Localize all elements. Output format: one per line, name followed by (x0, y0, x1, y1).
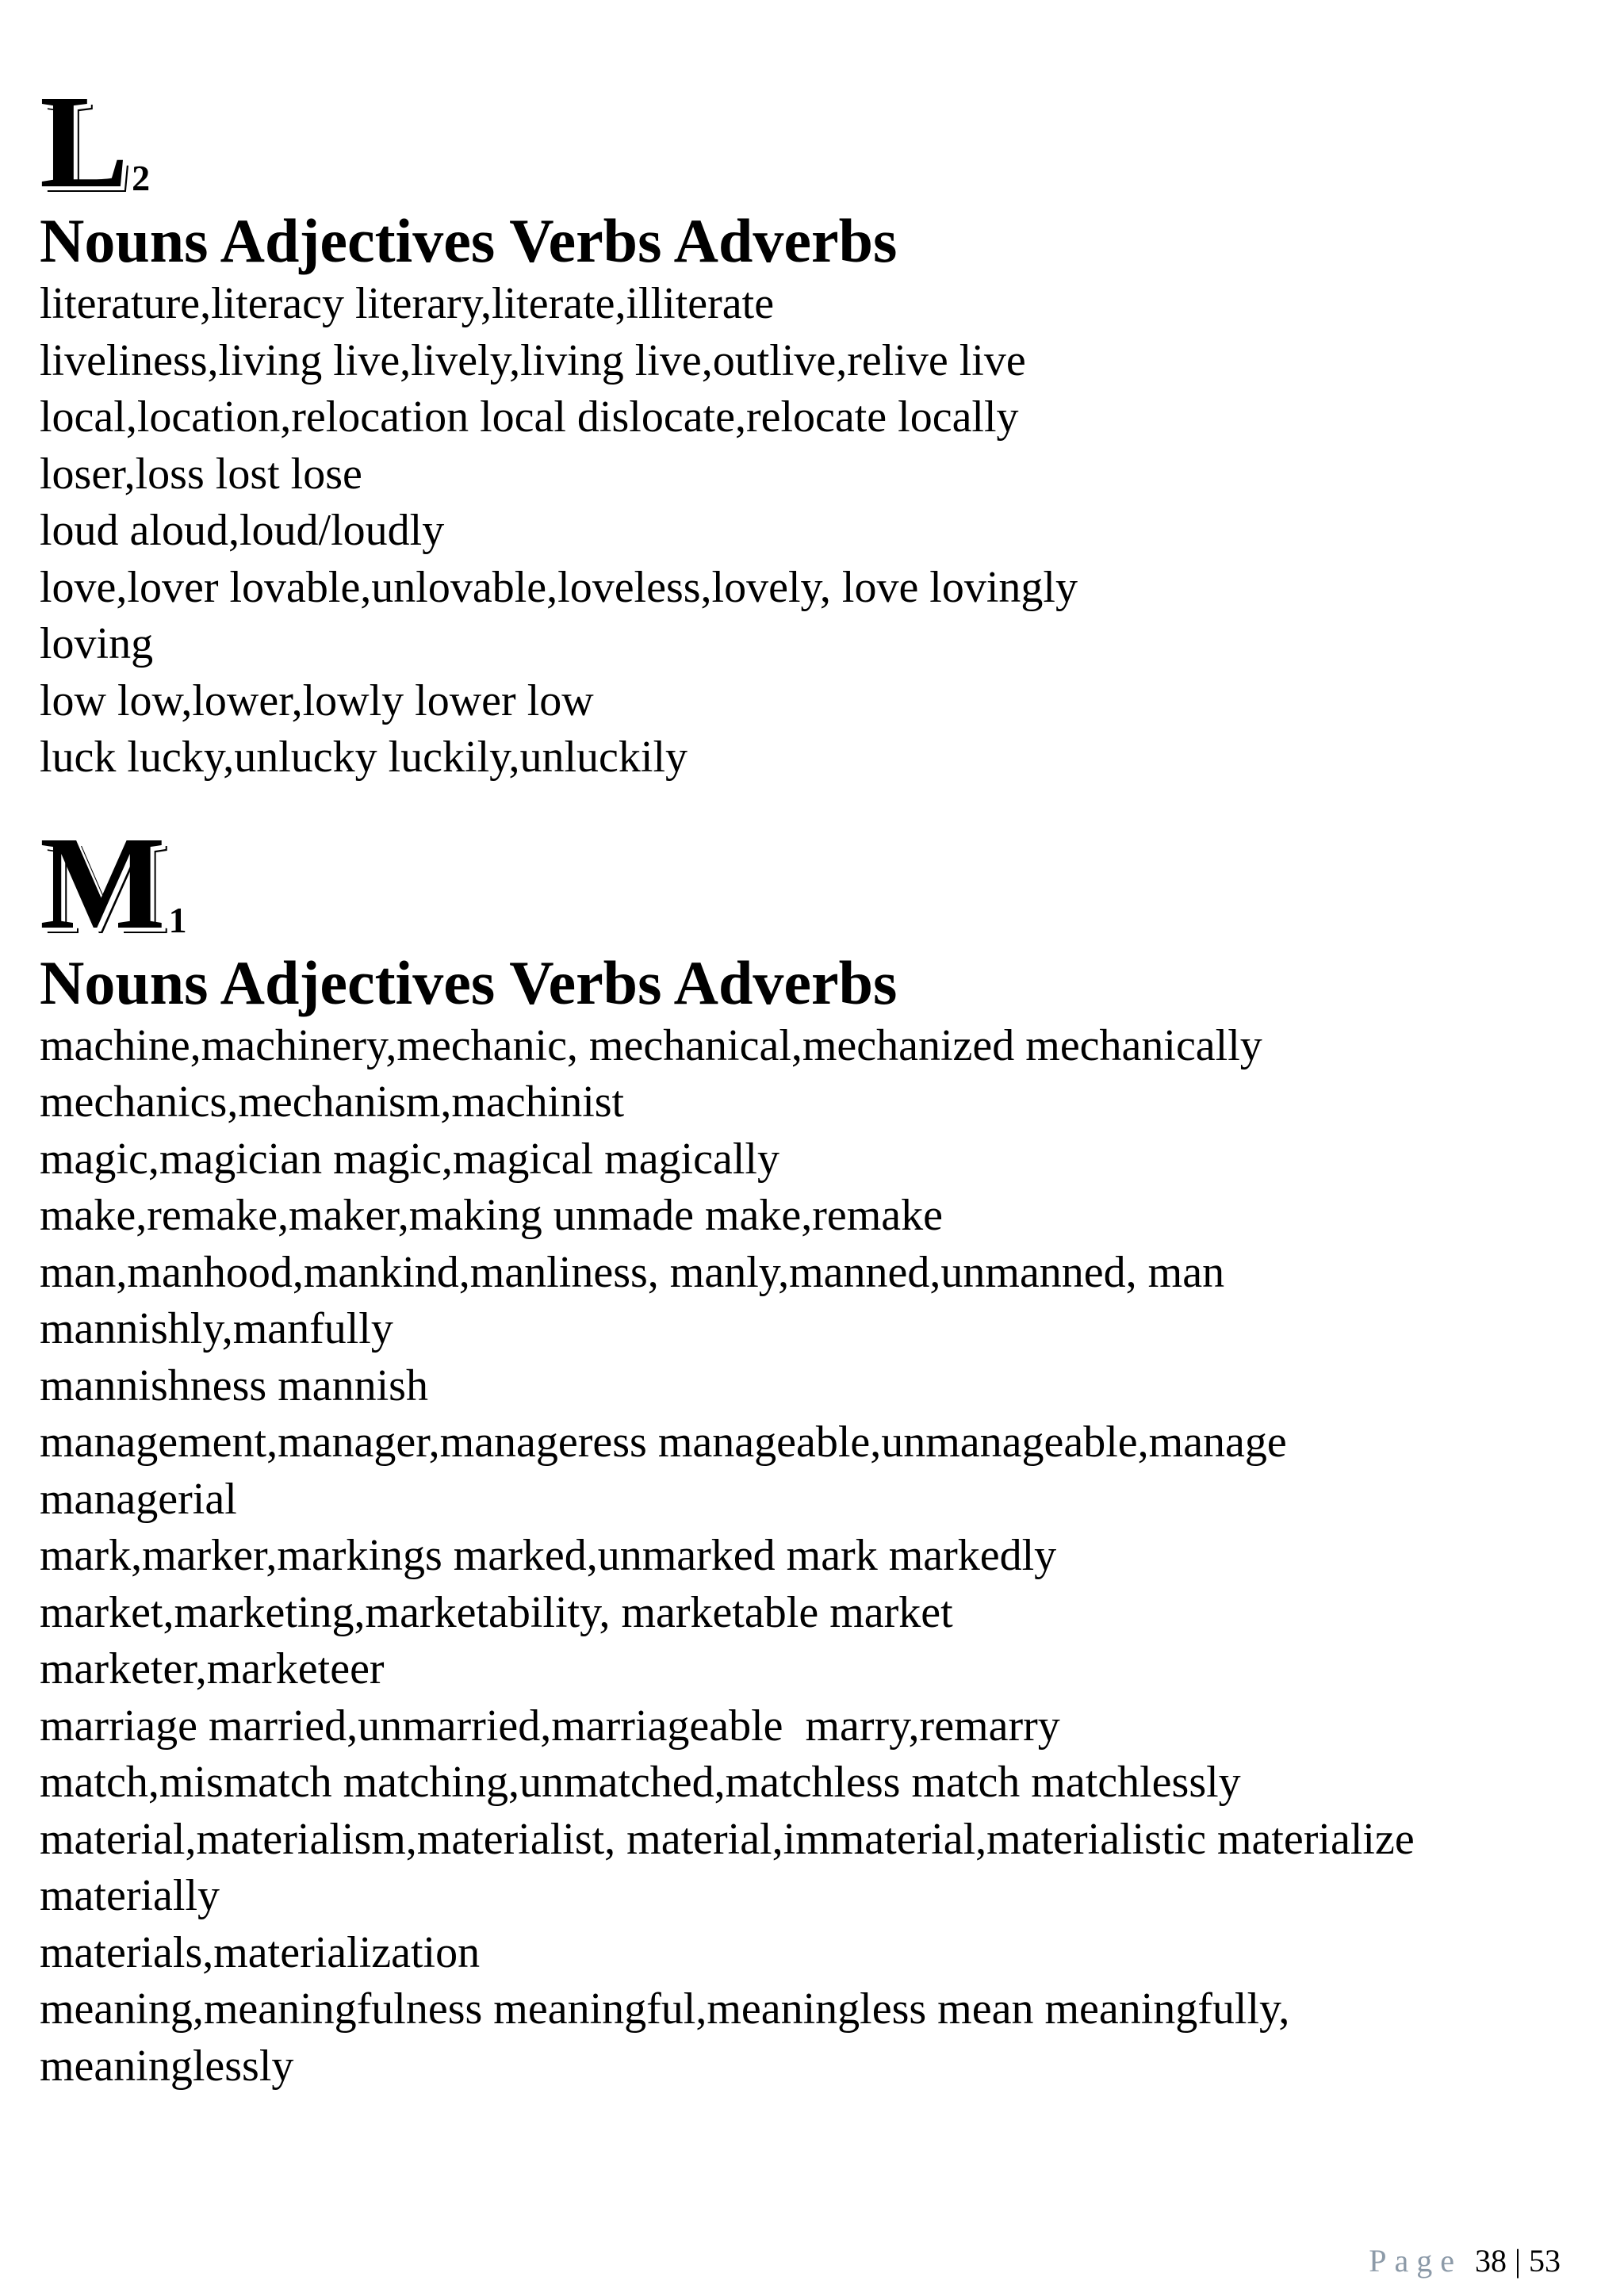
entry-line: local,location,relocation local dislocate,relocate locally (40, 392, 1019, 442)
page-footer (1369, 2245, 1561, 2277)
section-letter-row-m (40, 809, 1594, 958)
entry-line: literature,literacy literary,literate,illiterate (40, 279, 775, 328)
footer-page-numbers: 38 | 53 (1474, 2243, 1561, 2279)
section-heading-l: Nouns Adjectives Verbs Adverbs (40, 206, 898, 275)
section-l (40, 67, 1594, 786)
entry-line: loving (40, 619, 154, 668)
entry-line: liveliness,living live,lively,living live,outlive,relive live (40, 335, 1026, 385)
entry-line: meaninglessly (40, 2041, 294, 2091)
entry-line: low low,lower,lowly lower low (40, 675, 594, 725)
section-letter-l: L (40, 67, 131, 216)
entry-line: mark,marker,markings marked,unmarked mark markedly (40, 1531, 1057, 1580)
entry-line: materially (40, 1871, 220, 1920)
entry-line: material,materialism,materialist, material,immaterial,materialistic materialize (40, 1814, 1415, 1864)
entry-line: man,manhood,mankind,manliness, manly,manned,unmanned, man (40, 1247, 1225, 1297)
entry-line: mechanics,mechanism,machinist (40, 1077, 625, 1127)
entry-line: magic,magician magic,magical magically (40, 1134, 779, 1184)
entries-list-m (40, 1018, 1594, 2095)
entries-list-l (40, 276, 1594, 786)
entry-line: marriage married,unmarried,marriageable marry,remarry (40, 1701, 1060, 1751)
entry-line: marketer,marketeer (40, 1644, 385, 1693)
entry-line: managerial (40, 1474, 237, 1524)
section-letter-row-l (40, 67, 1594, 216)
entry-line: machine,machinery,mechanic, mechanical,mechanized mechanically (40, 1020, 1262, 1070)
section-heading-m: Nouns Adjectives Verbs Adverbs (40, 947, 898, 1017)
entry-line: loud aloud,loud/loudly (40, 506, 445, 555)
entry-line: mannishness mannish (40, 1360, 428, 1410)
entry-line: make,remake,maker,making unmade make,remake (40, 1191, 944, 1240)
entry-line: market,marketing,marketability, marketable market (40, 1587, 953, 1637)
footer-page-label: Page (1369, 2243, 1462, 2279)
section-letter-index-l: 2 (132, 158, 151, 198)
section-letter-m: M (40, 809, 167, 958)
entry-line: love,lover lovable,unlovable,loveless,lovely, love lovingly (40, 562, 1078, 612)
entry-line: match,mismatch matching,unmatched,matchless match matchlessly (40, 1758, 1241, 1807)
entry-line: loser,loss lost lose (40, 449, 362, 499)
entry-line: meaning,meaningfulness meaningful,meaningless mean meaningfully, (40, 1984, 1290, 2034)
entry-line: materials,materialization (40, 1927, 481, 1977)
entry-line: luck lucky,unlucky luckily,unluckily (40, 733, 688, 782)
page-content (40, 67, 1594, 2095)
entry-line: mannishly,manfully (40, 1304, 393, 1353)
section-m (40, 809, 1594, 2095)
entry-line: management,manager,manageress manageable,unmanageable,manage (40, 1418, 1287, 1467)
section-letter-index-m: 1 (168, 899, 187, 940)
